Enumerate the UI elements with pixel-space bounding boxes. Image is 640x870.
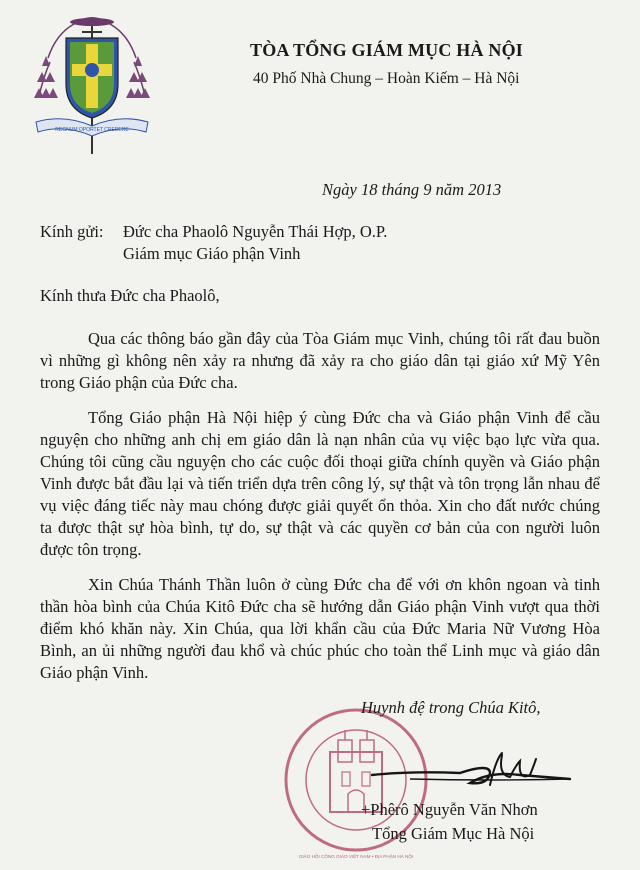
recipient-position: Giám mục Giáo phận Vinh (123, 244, 301, 263)
coat-of-arms-motto: REGNUM OPORTET CREDERE (55, 127, 129, 133)
page-title: TÒA TỔNG GIÁM MỤC HÀ NỘI (250, 40, 523, 60)
signatory-name: +Phêrô Nguyễn Văn Nhơn (361, 800, 538, 819)
coat-of-arms-icon (30, 14, 154, 156)
body-paragraph: Qua các thông báo gần đây của Tòa Giám mục Vinh, chúng tôi rất đau buồn vì những gì không nên xảy ra nhưng đã xảy ra cho giáo dân tại giáo xứ Mỹ Yên trong Giáo phận của Đức cha. (40, 329, 600, 392)
signatory-title: Tổng Giám Mục Hà Nội (372, 824, 535, 843)
recipient-label: Kính gửi: (40, 222, 104, 241)
letter-date: Ngày 18 tháng 9 năm 2013 (322, 180, 502, 199)
recipient-name: Đức cha Phaolô Nguyễn Thái Hợp, O.P. (123, 222, 388, 241)
body-paragraph: Xin Chúa Thánh Thần luôn ở cùng Đức cha để với ơn khôn ngoan và tinh thần hòa bình của Chúa Kitô Đức cha sẽ hướng dẫn Giáo phận Vinh vượt qua thời điểm khó khăn này. Xin Chúa, qua lời khẩn cầu của Đức Maria Nữ Vương Hòa Bình, an ủi những người đau khổ và chúc phúc cho toàn thể Linh mục và giáo dân Giáo phận Vinh. (40, 575, 600, 682)
signature-icon (370, 745, 610, 805)
header-address: 40 Phố Nhà Chung – Hoàn Kiếm – Hà Nội (253, 70, 520, 87)
seal-text: GIÁO HỘI CÔNG GIÁO VIỆT NAM • ĐỊA PHẬN HÀ NỘI (298, 854, 414, 859)
body-paragraph: Tổng Giáo phận Hà Nội hiệp ý cùng Đức cha và Giáo phận Vinh để cầu nguyện cho những anh chị em giáo dân là nạn nhân của vụ việc bạo lực vừa qua. Chúng tôi cũng cầu nguyện cho các cuộc đối thoại giữa chính quyền và Giáo phận Vinh được bắt đầu lại và tiến triển dựa trên công lý, sự thật và tôn trọng lẫn nhau để vụ việc đáng tiếc này mau chóng được giải quyết ổn thỏa. Xin cho đất nước chúng ta được thật sự hòa bình, tự do, sự thật và các quyền cơ bản của con người luôn được tôn trọng. (40, 408, 600, 559)
greeting: Kính thưa Đức cha Phaolô, (40, 286, 220, 305)
closing-line: Huynh đệ trong Chúa Kitô, (361, 698, 541, 717)
recipient-block (40, 221, 387, 265)
